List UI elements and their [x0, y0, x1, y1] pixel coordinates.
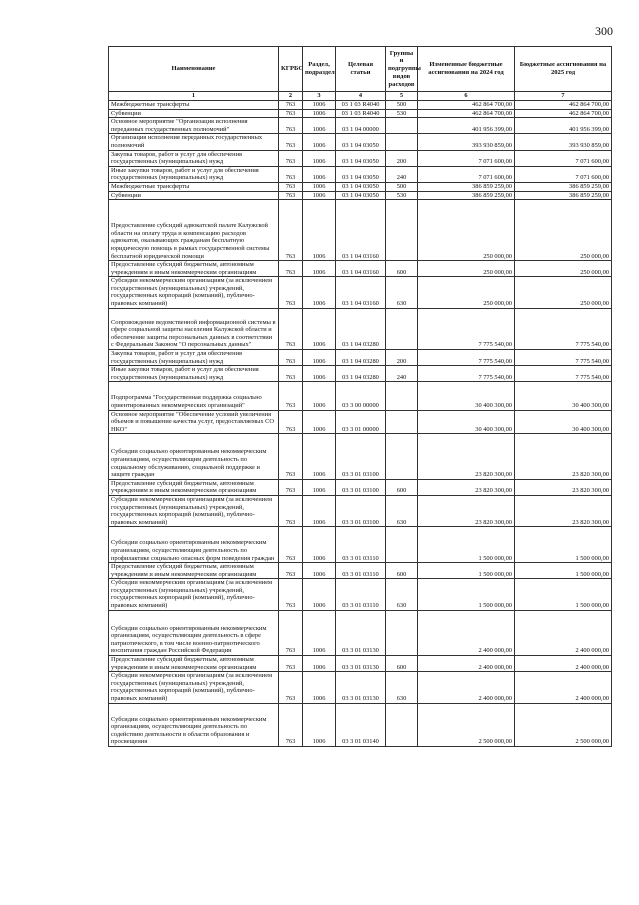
row-target: 03 3 01 03110	[336, 527, 386, 563]
row-amount-2025: 386 859 259,00	[515, 182, 612, 191]
table-row	[109, 563, 612, 579]
row-amount-2025: 250 000,00	[515, 261, 612, 277]
table-row	[109, 527, 612, 563]
row-group: 600	[386, 261, 418, 277]
row-amount-2025: 393 930 859,00	[515, 134, 612, 150]
row-group	[386, 382, 418, 410]
table-row	[109, 610, 612, 655]
row-kgrbs: 763	[279, 191, 303, 200]
row-group: 500	[386, 182, 418, 191]
row-target: 03 1 04 03050	[336, 134, 386, 150]
row-amount-2025: 1 500 000,00	[515, 563, 612, 579]
header-target: Целевая статьи	[336, 47, 386, 92]
row-kgrbs: 763	[279, 101, 303, 110]
row-kgrbs: 763	[279, 109, 303, 118]
row-section: 1006	[303, 410, 336, 434]
row-name: Субсидии некоммерческим организациям (за исключением государственных (муниципальных) учреждений, государственных корпораций (компаний), публично-правовых компаний)	[109, 672, 279, 703]
row-group: 500	[386, 101, 418, 110]
row-kgrbs: 763	[279, 410, 303, 434]
row-group	[386, 434, 418, 479]
table-row	[109, 382, 612, 410]
row-kgrbs: 763	[279, 182, 303, 191]
row-amount-2025: 1 500 000,00	[515, 579, 612, 610]
row-name: Закупка товаров, работ и услуг для обеспечения государственных (муниципальных) нужд	[109, 150, 279, 166]
row-name: Предоставление субсидий бюджетным, автономным учреждениям и иным некоммерческим организациям	[109, 261, 279, 277]
row-amount-2025: 7 775 540,00	[515, 308, 612, 349]
row-group: 200	[386, 350, 418, 366]
row-amount-2024: 250 000,00	[418, 200, 515, 261]
row-group: 240	[386, 166, 418, 182]
column-number: 1	[109, 92, 279, 101]
row-section: 1006	[303, 479, 336, 495]
row-target: 03 1 04 03050	[336, 191, 386, 200]
row-target: 03 3 01 03130	[336, 672, 386, 703]
table-row	[109, 166, 612, 182]
row-group: 630	[386, 495, 418, 526]
row-kgrbs: 763	[279, 563, 303, 579]
row-amount-2024: 7 775 540,00	[418, 308, 515, 349]
row-target: 03 1 04 03160	[336, 200, 386, 261]
row-group	[386, 134, 418, 150]
row-amount-2024: 30 400 300,00	[418, 410, 515, 434]
row-name: Субсидии некоммерческим организациям (за исключением государственных (муниципальных) учреждений, государственных корпораций (компаний), публично-правовых компаний)	[109, 495, 279, 526]
table-row	[109, 672, 612, 703]
row-section: 1006	[303, 495, 336, 526]
row-section: 1006	[303, 166, 336, 182]
row-amount-2025: 7 071 600,00	[515, 150, 612, 166]
table-row	[109, 579, 612, 610]
row-target: 03 1 03 R4040	[336, 109, 386, 118]
row-amount-2025: 401 956 399,00	[515, 118, 612, 134]
row-amount-2024: 2 400 000,00	[418, 610, 515, 655]
table-row	[109, 109, 612, 118]
row-kgrbs: 763	[279, 350, 303, 366]
row-kgrbs: 763	[279, 261, 303, 277]
table-row	[109, 495, 612, 526]
row-amount-2025: 2 400 000,00	[515, 656, 612, 672]
table-row	[109, 656, 612, 672]
row-amount-2025: 386 859 259,00	[515, 191, 612, 200]
row-target: 03 1 04 03160	[336, 261, 386, 277]
row-amount-2025: 30 400 300,00	[515, 410, 612, 434]
header-name: Наименование	[109, 47, 279, 92]
row-group: 630	[386, 579, 418, 610]
table-row	[109, 350, 612, 366]
row-target: 03 1 04 03050	[336, 166, 386, 182]
row-kgrbs: 763	[279, 308, 303, 349]
row-group: 600	[386, 479, 418, 495]
row-amount-2025: 2 400 000,00	[515, 672, 612, 703]
row-group: 630	[386, 277, 418, 308]
row-target: 03 1 04 03280	[336, 350, 386, 366]
table-row	[109, 101, 612, 110]
table-row	[109, 182, 612, 191]
row-target: 03 1 04 03160	[336, 277, 386, 308]
header-changed-2024: Измененные бюджетные ассигнования на 2024 год	[418, 47, 515, 92]
row-amount-2024: 2 400 000,00	[418, 672, 515, 703]
row-name: Подпрограмма "Государственная поддержка социально ориентированных некоммерческих организаций"	[109, 382, 279, 410]
row-section: 1006	[303, 656, 336, 672]
row-name: Предоставление субсидий бюджетным, автономным учреждениям и иным некоммерческим организациям	[109, 656, 279, 672]
row-amount-2024: 250 000,00	[418, 277, 515, 308]
row-amount-2024: 250 000,00	[418, 261, 515, 277]
row-kgrbs: 763	[279, 434, 303, 479]
column-number: 5	[386, 92, 418, 101]
row-name: Субсидии социально ориентированным некоммерческим организациям, осуществляющим деятельность по содействию деятельности в области образования и просвещения	[109, 703, 279, 746]
row-section: 1006	[303, 150, 336, 166]
row-target: 03 1 04 00000	[336, 118, 386, 134]
row-target: 03 3 01 03100	[336, 479, 386, 495]
row-amount-2024: 386 859 259,00	[418, 182, 515, 191]
row-target: 03 3 01 03100	[336, 434, 386, 479]
row-name: Межбюджетные трансферты	[109, 182, 279, 191]
row-section: 1006	[303, 118, 336, 134]
row-amount-2024: 2 400 000,00	[418, 656, 515, 672]
row-section: 1006	[303, 182, 336, 191]
row-kgrbs: 763	[279, 672, 303, 703]
row-target: 03 1 04 03280	[336, 308, 386, 349]
row-amount-2025: 462 864 700,00	[515, 109, 612, 118]
row-kgrbs: 763	[279, 579, 303, 610]
row-kgrbs: 763	[279, 150, 303, 166]
row-group	[386, 527, 418, 563]
header-budget-2025: Бюджетные ассигнования на 2025 год	[515, 47, 612, 92]
row-amount-2024: 1 500 000,00	[418, 563, 515, 579]
row-section: 1006	[303, 610, 336, 655]
row-kgrbs: 763	[279, 527, 303, 563]
row-name: Сопровождение ведомственной информационной системы в сфере социальной защиты населения Калужской области и обеспечение защиты персональных данных в соответствии с Федеральным Законом "О персональных данных"	[109, 308, 279, 349]
row-target: 03 3 01 00000	[336, 410, 386, 434]
row-section: 1006	[303, 434, 336, 479]
row-section: 1006	[303, 308, 336, 349]
column-number: 3	[303, 92, 336, 101]
row-target: 03 3 01 03110	[336, 579, 386, 610]
row-section: 1006	[303, 191, 336, 200]
table-row	[109, 200, 612, 261]
row-name: Иные закупки товаров, работ и услуг для обеспечения государственных (муниципальных) нужд	[109, 366, 279, 382]
row-kgrbs: 763	[279, 134, 303, 150]
row-kgrbs: 763	[279, 200, 303, 261]
row-section: 1006	[303, 527, 336, 563]
table-row	[109, 261, 612, 277]
row-group	[386, 118, 418, 134]
row-section: 1006	[303, 109, 336, 118]
column-number-row	[109, 92, 612, 101]
row-group: 240	[386, 366, 418, 382]
row-section: 1006	[303, 200, 336, 261]
row-amount-2025: 23 820 300,00	[515, 479, 612, 495]
table-row	[109, 277, 612, 308]
row-section: 1006	[303, 134, 336, 150]
row-group	[386, 703, 418, 746]
row-amount-2025: 7 071 600,00	[515, 166, 612, 182]
table-row	[109, 703, 612, 746]
row-amount-2024: 386 859 259,00	[418, 191, 515, 200]
row-section: 1006	[303, 563, 336, 579]
column-number: 4	[336, 92, 386, 101]
row-section: 1006	[303, 703, 336, 746]
row-amount-2024: 1 500 000,00	[418, 579, 515, 610]
table-row	[109, 366, 612, 382]
row-amount-2025: 23 820 300,00	[515, 434, 612, 479]
row-kgrbs: 763	[279, 166, 303, 182]
row-amount-2024: 2 500 000,00	[418, 703, 515, 746]
row-name: Субсидии некоммерческим организациям (за исключением государственных (муниципальных) учреждений, государственных корпораций (компаний), публично-правовых компаний)	[109, 277, 279, 308]
row-amount-2024: 462 864 700,00	[418, 109, 515, 118]
row-section: 1006	[303, 366, 336, 382]
row-target: 03 3 01 03130	[336, 610, 386, 655]
row-name: Предоставление субсидий бюджетным, автономным учреждениям и иным некоммерческим организациям	[109, 563, 279, 579]
row-amount-2024: 462 864 700,00	[418, 101, 515, 110]
row-name: Основное мероприятие "Организация исполнения переданных государственных полномочий"	[109, 118, 279, 134]
row-kgrbs: 763	[279, 703, 303, 746]
row-kgrbs: 763	[279, 479, 303, 495]
row-target: 03 3 01 03130	[336, 656, 386, 672]
header-section: Раздел, подраздел	[303, 47, 336, 92]
row-name: Субсидии социально ориентированным некоммерческим организациям, осуществляющим деятельность по профилактике социально опасных форм поведения граждан	[109, 527, 279, 563]
row-kgrbs: 763	[279, 382, 303, 410]
row-kgrbs: 763	[279, 118, 303, 134]
row-group: 200	[386, 150, 418, 166]
row-target: 03 1 04 03050	[336, 182, 386, 191]
row-amount-2025: 1 500 000,00	[515, 527, 612, 563]
row-name: Межбюджетные трансферты	[109, 101, 279, 110]
row-target: 03 1 03 R4040	[336, 101, 386, 110]
row-group	[386, 200, 418, 261]
row-name: Субвенции	[109, 191, 279, 200]
row-group: 530	[386, 109, 418, 118]
row-amount-2024: 7 071 600,00	[418, 166, 515, 182]
table-row	[109, 434, 612, 479]
table-row	[109, 308, 612, 349]
row-group	[386, 410, 418, 434]
row-name: Субсидии социально ориентированным некоммерческим организациям, осуществляющим деятельность по социальному обслуживанию, социальной поддержке и защите граждан	[109, 434, 279, 479]
table-row	[109, 479, 612, 495]
row-amount-2024: 401 956 399,00	[418, 118, 515, 134]
row-amount-2025: 7 775 540,00	[515, 350, 612, 366]
row-amount-2024: 23 820 300,00	[418, 434, 515, 479]
row-kgrbs: 763	[279, 277, 303, 308]
row-amount-2024: 23 820 300,00	[418, 479, 515, 495]
row-amount-2024: 30 400 300,00	[418, 382, 515, 410]
header-group: Группы и подгруппы видов расходов	[386, 47, 418, 92]
row-target: 03 3 01 03110	[336, 563, 386, 579]
row-amount-2025: 250 000,00	[515, 200, 612, 261]
row-name: Основное мероприятие "Обеспечение условий увеличения объемов и повышение качества услуг, предоставляемых СО НКО"	[109, 410, 279, 434]
row-section: 1006	[303, 350, 336, 366]
row-target: 03 3 01 03140	[336, 703, 386, 746]
column-number: 2	[279, 92, 303, 101]
row-amount-2024: 7 775 540,00	[418, 366, 515, 382]
row-section: 1006	[303, 277, 336, 308]
row-name: Организация исполнения переданных государственных полномочий	[109, 134, 279, 150]
row-name: Предоставление субсидий бюджетным, автономным учреждениям и иным некоммерческим организациям	[109, 479, 279, 495]
table-row	[109, 118, 612, 134]
row-amount-2025: 30 400 300,00	[515, 382, 612, 410]
row-amount-2025: 23 820 300,00	[515, 495, 612, 526]
row-amount-2025: 7 775 540,00	[515, 366, 612, 382]
row-section: 1006	[303, 672, 336, 703]
row-amount-2024: 23 820 300,00	[418, 495, 515, 526]
table-header-row	[109, 47, 612, 92]
row-kgrbs: 763	[279, 495, 303, 526]
row-kgrbs: 763	[279, 610, 303, 655]
row-group: 530	[386, 191, 418, 200]
row-name: Закупка товаров, работ и услуг для обеспечения государственных (муниципальных) нужд	[109, 350, 279, 366]
row-name: Субсидии некоммерческим организациям (за исключением государственных (муниципальных) учреждений, государственных корпораций (компаний), публично-правовых компаний)	[109, 579, 279, 610]
table-row	[109, 191, 612, 200]
table-row	[109, 150, 612, 166]
row-target: 03 1 04 03280	[336, 366, 386, 382]
row-group: 630	[386, 672, 418, 703]
row-kgrbs: 763	[279, 366, 303, 382]
row-section: 1006	[303, 579, 336, 610]
row-amount-2025: 2 500 000,00	[515, 703, 612, 746]
row-target: 03 1 04 03050	[336, 150, 386, 166]
row-amount-2025: 250 000,00	[515, 277, 612, 308]
row-name: Иные закупки товаров, работ и услуг для обеспечения государственных (муниципальных) нужд	[109, 166, 279, 182]
row-name: Субсидии социально ориентированным некоммерческим организациям, осуществляющим деятельность в сфере патриотического, в том числе военно-патриотического воспитания граждан Российской Федерации	[109, 610, 279, 655]
column-number: 7	[515, 92, 612, 101]
row-target: 03 3 01 03100	[336, 495, 386, 526]
row-section: 1006	[303, 382, 336, 410]
row-amount-2025: 462 864 700,00	[515, 101, 612, 110]
page-number: 300	[595, 24, 613, 38]
row-group: 600	[386, 563, 418, 579]
row-name: Субвенции	[109, 109, 279, 118]
row-amount-2024: 1 500 000,00	[418, 527, 515, 563]
table-row	[109, 410, 612, 434]
table-row	[109, 134, 612, 150]
row-section: 1006	[303, 101, 336, 110]
row-name: Предоставление субсидий адвокатской палате Калужской области на оплату труда и компенсацию расходов адвокатов, оказывающих гражданам бесплатную юридическую помощь в рамках государственной системы бесплатной юридической помощи	[109, 200, 279, 261]
table-body	[109, 101, 612, 747]
row-amount-2025: 2 400 000,00	[515, 610, 612, 655]
row-target: 03 3 00 00000	[336, 382, 386, 410]
row-amount-2024: 7 775 540,00	[418, 350, 515, 366]
row-kgrbs: 763	[279, 656, 303, 672]
row-group	[386, 308, 418, 349]
header-kgrbs: КГРБС	[279, 47, 303, 92]
row-section: 1006	[303, 261, 336, 277]
row-group	[386, 610, 418, 655]
row-amount-2024: 393 930 859,00	[418, 134, 515, 150]
row-amount-2024: 7 071 600,00	[418, 150, 515, 166]
budget-table	[108, 46, 612, 747]
column-number: 6	[418, 92, 515, 101]
row-group: 600	[386, 656, 418, 672]
